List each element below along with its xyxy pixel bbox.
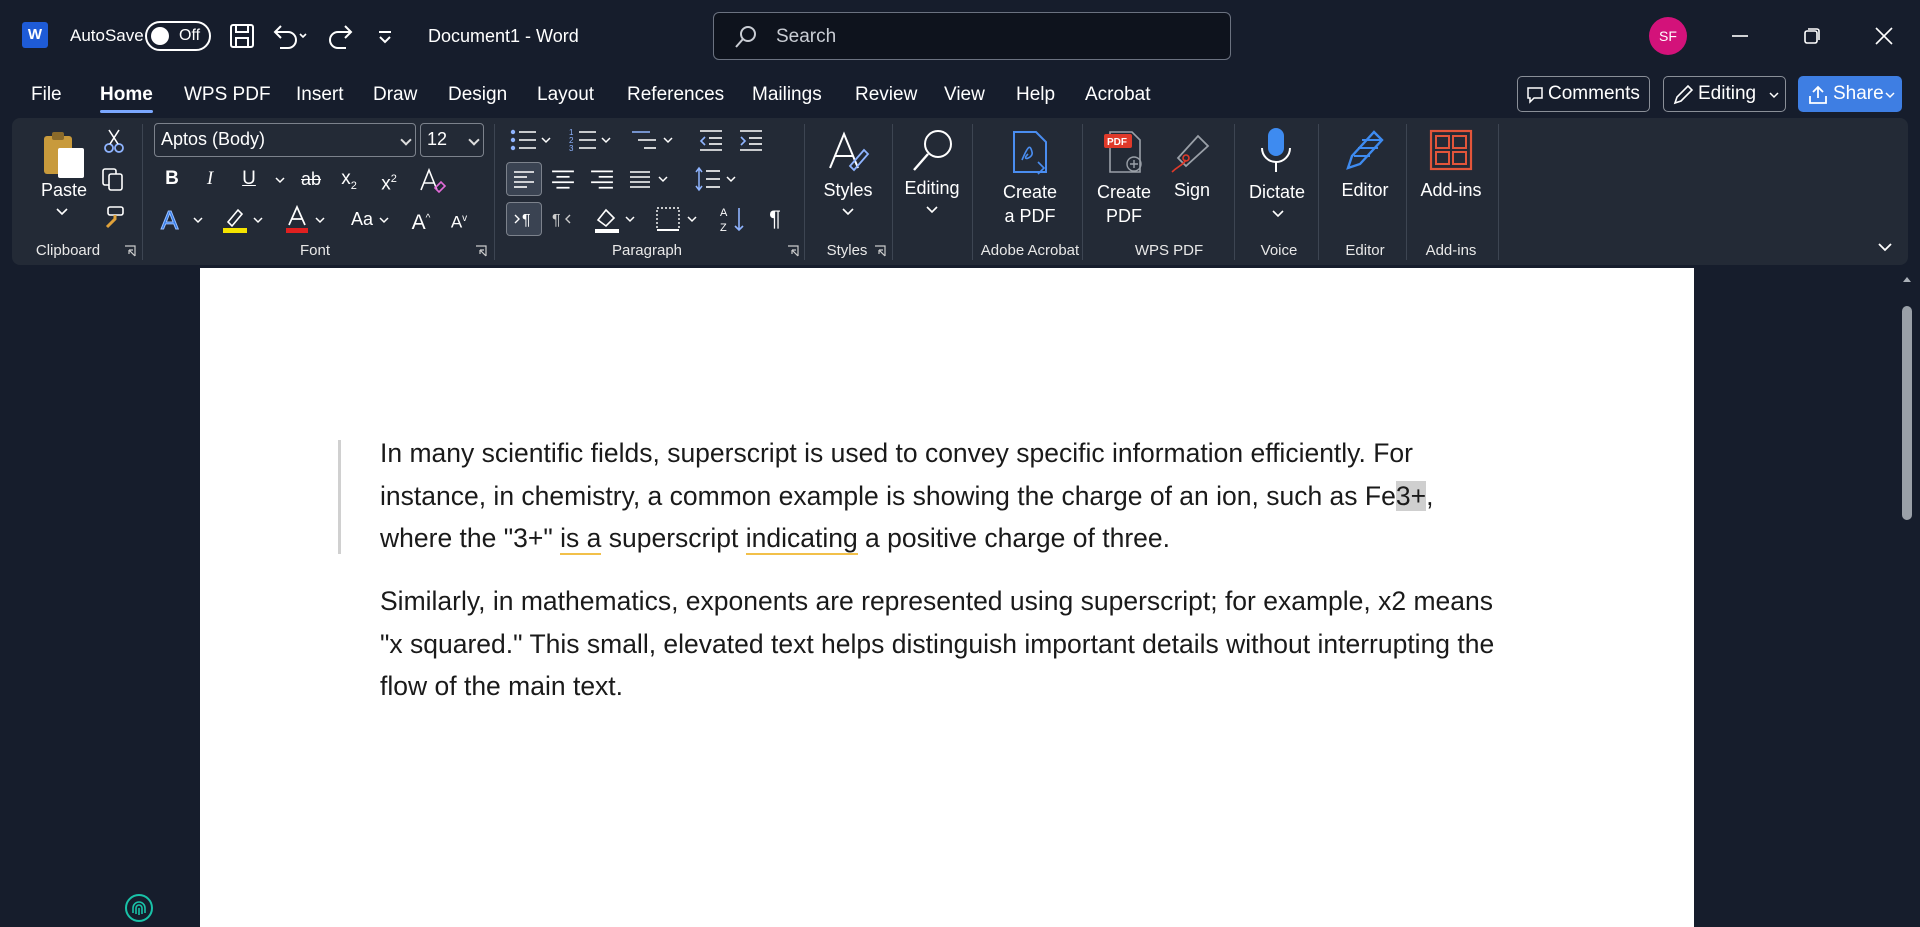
styles-group-label: Styles [826, 242, 868, 259]
close-icon[interactable] [1866, 18, 1902, 54]
tab-insert[interactable]: Insert [296, 84, 344, 105]
p1-text-a: In many scientific fields, superscript is used to convey specific information efficiently. For instance, in chemistry, a common example is showing the charge of an ion, such as Fe [380, 438, 1413, 511]
chevron-down-icon [1769, 91, 1779, 99]
styles-icon[interactable] [824, 128, 872, 176]
font-group-label: Font [299, 242, 330, 259]
document-page[interactable] [200, 268, 1694, 927]
highlight-icon[interactable] [220, 204, 250, 234]
styles-label[interactable]: Styles [823, 180, 873, 200]
wps-create-pdf-icon[interactable] [1102, 128, 1146, 176]
paste-icon[interactable] [40, 130, 88, 180]
vertical-scrollbar-thumb[interactable] [1902, 306, 1912, 520]
paragraph-group-label: Paragraph [611, 242, 683, 259]
redo-icon[interactable] [326, 20, 358, 52]
chevron-down-icon [1885, 91, 1895, 99]
share-label: Share [1833, 83, 1884, 104]
bold-button[interactable]: B [165, 168, 179, 189]
underline-dropdown-icon[interactable] [274, 176, 286, 186]
svg-text:¶: ¶ [522, 212, 531, 229]
create-pdf-line2: a PDF [1004, 206, 1056, 226]
line-spacing-icon[interactable] [694, 164, 738, 194]
cut-icon[interactable] [102, 128, 126, 154]
tab-layout[interactable]: Layout [537, 84, 595, 105]
paragraph-2[interactable]: Similarly, in mathematics, exponents are represented using superscript; for example, x2 means "x squared." This small, elevated text helps distinguish important details without interrupting the flow of the main text. [380, 586, 1495, 701]
p1-text-c: superscript [601, 523, 746, 553]
minimize-icon[interactable] [1722, 18, 1758, 54]
align-left-icon [513, 169, 535, 189]
add-ins-group-label: Add-ins [1425, 242, 1477, 259]
p1-text-d: a positive charge of three. [857, 523, 1170, 553]
font-name-dropdown[interactable] [154, 123, 416, 157]
editing-mode-label: Editing [1698, 83, 1757, 104]
subscript-button[interactable] [334, 164, 364, 194]
comments-label: Comments [1548, 83, 1640, 104]
align-left-button[interactable] [506, 162, 542, 196]
multilevel-list-icon[interactable] [628, 126, 674, 154]
highlight-dropdown-icon[interactable] [252, 216, 264, 226]
text-effects-icon[interactable] [158, 204, 188, 234]
change-case-button[interactable]: Aa [350, 209, 374, 229]
svg-text:Z: Z [720, 222, 727, 234]
search-icon [734, 25, 758, 49]
italic-button[interactable]: I [206, 168, 214, 189]
subscript-mark: 2 [350, 179, 357, 192]
ribbon-display-options-icon[interactable] [1876, 240, 1894, 254]
toggle-knob [151, 27, 169, 45]
superscript-x: x [381, 173, 391, 195]
voice-group-label: Voice [1260, 242, 1298, 259]
ltr-text-icon [512, 209, 536, 229]
grammar-suggestion-2[interactable]: indicating [745, 523, 858, 553]
tab-review[interactable]: Review [855, 84, 918, 105]
tab-home[interactable]: Home [100, 84, 153, 105]
editing-mode-button[interactable] [1663, 76, 1786, 112]
font-color-icon[interactable] [282, 204, 312, 234]
comments-button[interactable] [1517, 76, 1650, 112]
svg-text:3: 3 [569, 144, 574, 153]
autosave-label: AutoSave [70, 26, 144, 45]
create-pdf-line1: Create [1002, 182, 1058, 202]
editing-dropdown-icon[interactable] [924, 204, 940, 216]
copy-icon[interactable] [100, 166, 126, 192]
word-logo-icon: W [22, 22, 48, 48]
borders-icon[interactable] [654, 204, 700, 234]
wps-create-pdf-line1: Create [1096, 182, 1152, 202]
autosave-state: Off [179, 27, 201, 44]
tab-mailings[interactable]: Mailings [752, 84, 822, 105]
tab-draw[interactable]: Draw [373, 84, 418, 105]
share-icon [1807, 84, 1829, 106]
font-size-dropdown[interactable] [420, 123, 484, 157]
add-ins-icon[interactable] [1428, 128, 1474, 172]
change-case-dropdown-icon[interactable] [378, 216, 390, 226]
tab-wps-pdf[interactable]: WPS PDF [184, 84, 271, 105]
format-painter-icon[interactable] [100, 204, 126, 230]
decrease-indent-icon[interactable] [696, 126, 726, 154]
tab-file[interactable]: File [31, 84, 62, 105]
autosave-toggle[interactable] [145, 21, 211, 51]
svg-text:2: 2 [569, 136, 574, 145]
adobe-acrobat-group-label: Adobe Acrobat [980, 242, 1080, 259]
dialog-launcher-icon[interactable] [124, 245, 136, 257]
editor-group-label: Editor [1345, 242, 1385, 259]
sign-label[interactable]: Sign [1173, 180, 1211, 200]
tab-view[interactable]: View [944, 84, 985, 105]
font-size-value: 12 [427, 129, 448, 149]
undo-icon[interactable] [268, 20, 308, 52]
find-icon[interactable] [908, 126, 958, 174]
selected-text: 3+ [1395, 480, 1427, 511]
svg-text:A: A [161, 205, 179, 234]
clipboard-group-label: Clipboard [35, 242, 101, 259]
shrink-font-label: A [450, 212, 463, 232]
sign-icon[interactable] [1168, 128, 1216, 176]
increase-indent-icon[interactable] [736, 126, 766, 154]
chevron-down-icon [468, 134, 479, 145]
change-bar [338, 440, 341, 554]
wps-pdf-group-label: WPS PDF [1134, 242, 1204, 259]
wps-create-pdf-button[interactable] [1090, 180, 1158, 228]
tab-design[interactable]: Design [448, 84, 508, 105]
dictate-label[interactable]: Dictate [1248, 182, 1306, 202]
dialog-launcher-icon[interactable] [787, 245, 799, 257]
save-icon[interactable] [226, 20, 258, 52]
p1-text-b: , where the "3+" [380, 480, 1434, 553]
pencil-icon [1672, 84, 1694, 106]
superscript-mark: 2 [390, 173, 397, 185]
styles-dropdown-icon[interactable] [840, 206, 856, 218]
shading-icon[interactable] [592, 204, 638, 234]
avatar[interactable]: SF [1649, 17, 1687, 55]
svg-text:1: 1 [569, 128, 574, 137]
pdf-badge-text: PDF [1107, 137, 1127, 148]
editor-label[interactable]: Editor [1341, 180, 1389, 200]
create-pdf-icon[interactable] [1008, 128, 1052, 176]
superscript-button[interactable] [374, 164, 404, 194]
grow-font-label: A [411, 211, 426, 234]
underline-button[interactable]: U [242, 168, 256, 189]
title-bar [0, 0, 1920, 72]
chevron-down-icon [400, 134, 411, 145]
tab-help[interactable]: Help [1016, 84, 1056, 105]
text-effects-dropdown-icon[interactable] [192, 216, 204, 226]
grow-font-button[interactable]: A^ [411, 211, 431, 234]
restore-icon[interactable] [1794, 18, 1830, 54]
microphone-icon[interactable] [1258, 126, 1294, 176]
font-name-value: Aptos (Body) [161, 129, 266, 149]
svg-text:A: A [720, 207, 728, 219]
font-color-dropdown-icon[interactable] [314, 216, 326, 226]
clear-formatting-icon[interactable] [417, 166, 447, 196]
editor-icon[interactable] [1340, 126, 1390, 176]
document-title: Document1 - Word [428, 26, 579, 46]
share-button[interactable] [1798, 76, 1902, 112]
tab-acrobat[interactable]: Acrobat [1085, 84, 1151, 105]
add-ins-label[interactable]: Add-ins [1420, 180, 1482, 200]
dialog-launcher-icon[interactable] [475, 245, 487, 257]
scroll-up-icon[interactable] [1900, 272, 1914, 286]
paste-dropdown-icon[interactable] [54, 206, 70, 218]
search-placeholder: Search [776, 26, 837, 47]
strikethrough-button[interactable]: ab [300, 169, 322, 189]
fingerprint-icon[interactable] [124, 893, 154, 923]
search-box[interactable] [713, 12, 1231, 60]
shrink-font-button[interactable]: $A^v$ [450, 212, 468, 232]
ltr-text-button[interactable] [506, 202, 542, 236]
dialog-launcher-icon[interactable] [874, 245, 886, 257]
dictate-dropdown-icon[interactable] [1270, 208, 1286, 220]
bullets-icon[interactable] [508, 126, 552, 154]
show-paragraph-marks-button[interactable]: ¶ [769, 206, 781, 231]
justify-icon[interactable] [629, 168, 671, 190]
align-right-icon[interactable] [590, 168, 614, 190]
numbering-icon[interactable] [568, 126, 612, 154]
wps-create-pdf-line2: PDF [1106, 206, 1142, 226]
sort-icon[interactable] [718, 204, 748, 234]
paste-label[interactable]: Paste [40, 180, 88, 200]
tab-references[interactable]: References [627, 84, 725, 105]
paragraph-1[interactable] [380, 432, 1510, 560]
grammar-suggestion-1[interactable]: is a [560, 523, 602, 553]
ribbon [12, 118, 1908, 265]
align-center-icon[interactable] [551, 168, 575, 190]
comment-icon [1526, 86, 1544, 104]
rtl-text-icon[interactable] [550, 208, 576, 230]
subscript-x: x [341, 168, 351, 189]
customize-toolbar-icon[interactable] [374, 20, 396, 52]
create-pdf-button[interactable] [990, 180, 1070, 228]
svg-text:¶: ¶ [552, 212, 561, 229]
editing-label[interactable]: Editing [904, 178, 960, 198]
